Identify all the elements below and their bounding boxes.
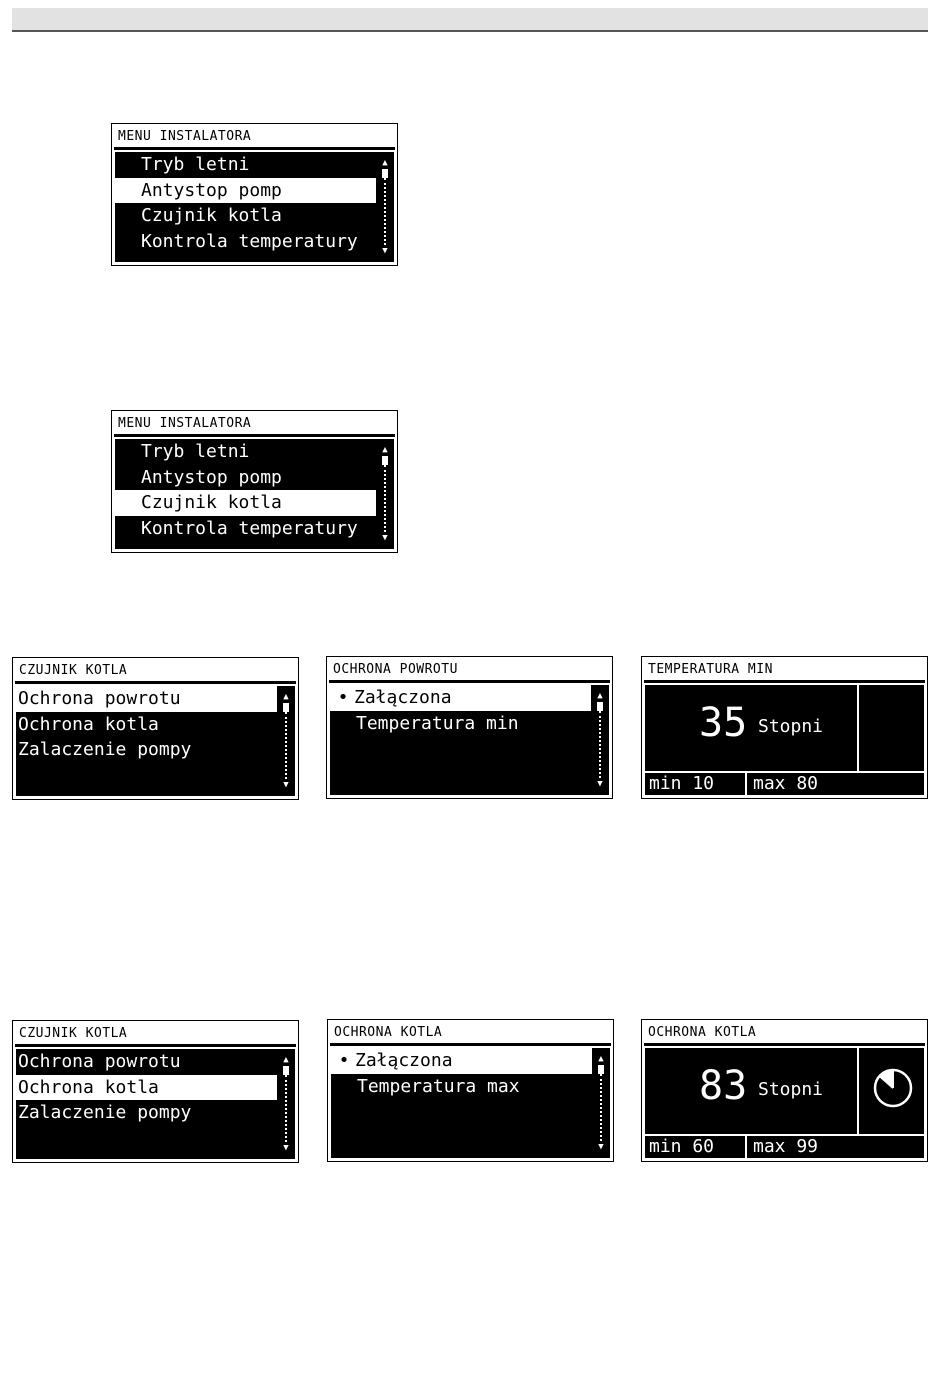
temperature-unit: Stopni [758, 1079, 824, 1100]
screen-body [331, 1048, 610, 1158]
screen-body [645, 685, 924, 795]
scroll-thumb [598, 1065, 604, 1074]
temperature-unit: Stopni [758, 716, 824, 737]
scroll-thumb [283, 703, 289, 712]
scroll-down-arrow-icon: ▼ [382, 246, 388, 256]
scroll-down-arrow-icon: ▼ [598, 1142, 604, 1152]
option-label: Załączona [354, 687, 452, 708]
scroll-down-arrow-icon: ▼ [597, 779, 603, 789]
lcd-screen-czujnik-kotla-2 [12, 1020, 299, 1163]
scroll-track [384, 465, 386, 532]
scroll-up-arrow-icon: ▲ [283, 692, 289, 702]
menu-list [16, 1049, 277, 1159]
scroll-down-arrow-icon: ▼ [382, 533, 388, 543]
scroll-thumb [597, 702, 603, 711]
temperature-value: 83 [699, 1063, 748, 1109]
value-display[interactable] [645, 1048, 859, 1135]
menu-item-ochrona-powrotu[interactable]: Ochrona powrotu [16, 686, 277, 712]
lcd-screen-menu-instalatora-1 [111, 123, 398, 266]
option-temperatura-max[interactable]: Temperatura max [357, 1075, 520, 1097]
scrollbar[interactable] [595, 691, 605, 789]
lcd-screen-menu-instalatora-2 [111, 410, 398, 553]
option-list [331, 1048, 592, 1158]
scroll-thumb [283, 1066, 289, 1075]
menu-list [115, 439, 376, 549]
scrollbar[interactable] [281, 1055, 291, 1153]
scroll-thumb [382, 456, 388, 465]
screen-body [16, 1049, 295, 1159]
option-label: Załączona [355, 1050, 453, 1071]
min-limit: min 60 [645, 1136, 747, 1158]
option-temperatura-min[interactable]: Temperatura min [356, 712, 519, 734]
menu-item-zalaczenie-pompy[interactable]: Zalaczenie pompy [18, 739, 192, 760]
scroll-down-arrow-icon: ▼ [283, 780, 289, 790]
lcd-screen-temperatura-min [641, 656, 928, 799]
menu-item-ochrona-kotla[interactable]: Ochrona kotla [18, 713, 159, 735]
scroll-track [384, 178, 386, 245]
menu-item-tryb-letni[interactable]: Tryb letni [141, 154, 250, 175]
scroll-thumb [382, 169, 388, 178]
screen-title: CZUJNIK KOTLA [15, 1023, 296, 1047]
menu-item-czujnik-kotla[interactable]: Czujnik kotla [141, 205, 282, 226]
scrollbar[interactable] [596, 1054, 606, 1152]
icon-area [859, 685, 924, 772]
menu-item-tryb-letni[interactable]: Tryb letni [141, 441, 250, 462]
menu-list [115, 152, 376, 262]
lcd-screen-czujnik-kotla-1 [12, 657, 299, 800]
scrollbar[interactable] [380, 158, 390, 256]
scroll-up-arrow-icon: ▲ [283, 1055, 289, 1065]
screen-body [115, 439, 394, 549]
page-header-bar [12, 8, 928, 32]
menu-item-antystop-pomp[interactable]: Antystop pomp [115, 178, 376, 204]
menu-item-kontrola-temperatury[interactable]: Kontrola temperatury [141, 230, 358, 252]
scroll-up-arrow-icon: ▲ [597, 691, 603, 701]
selected-bullet-icon: • [338, 1050, 350, 1071]
scroll-up-arrow-icon: ▲ [382, 158, 388, 168]
screen-title: OCHRONA POWROTU [329, 659, 610, 683]
menu-list [16, 686, 277, 796]
screen-title: CZUJNIK KOTLA [15, 660, 296, 684]
option-zalaczona[interactable] [330, 685, 591, 711]
screen-title: TEMPERATURA MIN [644, 659, 925, 683]
screen-body [115, 152, 394, 262]
menu-item-ochrona-powrotu[interactable]: Ochrona powrotu [18, 1051, 181, 1072]
menu-item-ochrona-kotla[interactable]: Ochrona kotla [16, 1075, 277, 1101]
screen-title: OCHRONA KOTLA [330, 1022, 611, 1046]
max-limit: max 80 [753, 773, 819, 794]
scrollbar[interactable] [380, 445, 390, 543]
clock-icon [871, 1066, 915, 1110]
screen-title: MENU INSTALATORA [114, 413, 395, 437]
min-limit: min 10 [645, 773, 747, 795]
lcd-screen-ochrona-powrotu [326, 656, 613, 799]
selected-bullet-icon: • [337, 687, 349, 708]
scroll-track [599, 711, 601, 778]
max-limit: max 99 [753, 1136, 819, 1157]
screen-body [330, 685, 609, 795]
menu-item-zalaczenie-pompy[interactable]: Zalaczenie pompy [18, 1102, 192, 1123]
option-list [330, 685, 591, 795]
menu-item-antystop-pomp[interactable]: Antystop pomp [141, 466, 282, 488]
lcd-screen-ochrona-kotla-value [641, 1019, 928, 1162]
scroll-down-arrow-icon: ▼ [283, 1143, 289, 1153]
range-footer [645, 1134, 924, 1158]
scroll-track [285, 1075, 287, 1142]
scroll-up-arrow-icon: ▲ [382, 445, 388, 455]
value-display[interactable] [645, 685, 859, 772]
screen-body [16, 686, 295, 796]
screen-body [645, 1048, 924, 1158]
scroll-track [600, 1074, 602, 1141]
icon-area [859, 1048, 924, 1135]
scroll-up-arrow-icon: ▲ [598, 1054, 604, 1064]
temperature-value: 35 [699, 700, 748, 746]
scrollbar[interactable] [281, 692, 291, 790]
menu-item-kontrola-temperatury[interactable]: Kontrola temperatury [141, 517, 358, 539]
menu-item-czujnik-kotla[interactable]: Czujnik kotla [115, 490, 376, 516]
screen-title: OCHRONA KOTLA [644, 1022, 925, 1046]
lcd-screen-ochrona-kotla [327, 1019, 614, 1162]
scroll-track [285, 712, 287, 779]
range-footer [645, 771, 924, 795]
screen-title: MENU INSTALATORA [114, 126, 395, 150]
option-zalaczona[interactable] [331, 1048, 592, 1074]
